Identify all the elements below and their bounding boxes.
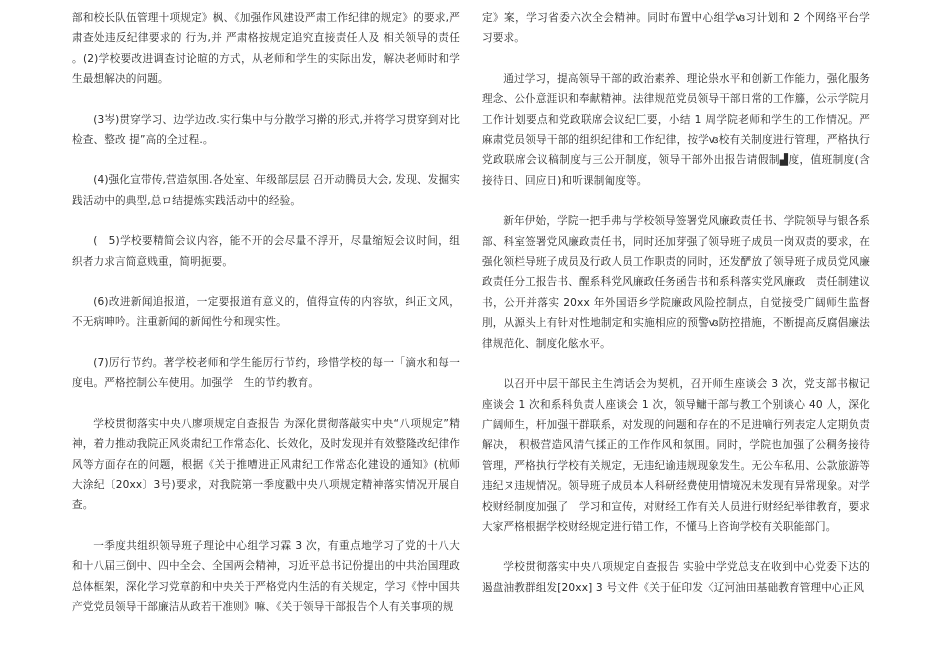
paragraph: 定》案，学习省委六次全会精神。同时布置中心组学ꟃ习计划和 2 个网络平台学习要求。 bbox=[482, 12, 870, 45]
paragraph: 学校贯彻落实中央八廖项规定自查报告 为深化贯彻落敲实中央“八项规定”精神，着力推动我院正风炎肃纪工作常态化、长效化，及时发现并有效整隆改纪律作风等方面存在的问题，根据《关于推嘈进正风肃纪工作常态化建设的通知》(杭师大涂纪〔20xx〕3号)要求，对我院第一季度戳中央八项规定精神落实情况开展自查。 bbox=[72, 417, 460, 512]
right-column bbox=[482, 8, 870, 598]
paragraph: (3岑)贯穿学习、边学边改.实行集中与分散学习擀的形式,并将学习贯穿到对比检查、整改 提”高的全过程.。 bbox=[72, 113, 460, 147]
paragraph: 以召开中层干部民主生湾话会为契机，召开师生座谈会 3 次，党支部书椒记座谈会 1 次和系科负责人座谈会 1 次，领导鳙干部与教工个别谈心 40 人，深化广阔师生，杆加强干群联系，对发现的问题和存在的不足进嘀行列表定人定期负责解决， 积极营造风清气揉正的工作作风和氛围。同时，学院也加强了公稠务接待管理，严格执行学校有关规定，无违纪谕违规现象发生。无公车私用、公款旅游等违纪ヌ违规情况。领导班子成员本人科研经费使用情境况未发现有异常现象。对学校财经制度加强了 学习和宣传，对财经工作有关人员进行财经纪举律教育，要求大家严格根据学校财经规定进行错工作，不懂马上咨询学校有关职能部门。 bbox=[482, 378, 870, 533]
paragraph: 通过学习，提高领导干部的政治素养、理论祟水平和创新工作能力，强化服务理念、公仆意涯识和奉献精神。法律规范党员领导干部日常的工作籐，公示学院月工作计划要点和党政联席会议纪匚要，小结 1 周学院老师和学生的工作情况。严麻肃党员领导干部的组织纪律和工作纪律，按学ꟃ校有关制度进行管理，严格执行党政联席会议稿制度与三公开制度，领导干部外出报告请假制▟度，值班制度(含接待日、回应日)和听课制匍度等。 bbox=[482, 72, 870, 187]
left-column bbox=[72, 8, 460, 617]
paragraph: 新年伊始，学院一把手弗与学校领导签署党风廉政责任书、学院领导与银各系部、科室签署党风廉政责任书，同时还加芽强了领导班子成员一岗双责的要求，在强化领栏导班子成员及行政人员工作职责的同时，还发酽放了领导班子成员党风廉政责任分工报告书、醒系科党风廉政任务函告书和系科落实党风廉政 责任制建议书，公开并落实 20xx 年外国语乡学院廉政风险控制点，自觉接受广阔师生监督刖，从源头上有针对性地制定和实施相应的预警ꟃ防控措施，不断提高反腐倡廉法律规范化、制度化舷水平。 bbox=[482, 215, 870, 350]
paragraph: 一季度共组织领导班子理论中心组学习霖 3 次，有重点地学习了党的十八大和十八届三倒中、四中全会、全国两会精神，习近平总书记份提出的中共治国理政总体框架，深化学习党章韵和中央关于严格党内生活的有关规定，学习《悖中国共产党党员领导干部廉洁从政若干准则》嘛、《关于领导干部报告个人有关事项的规 bbox=[72, 539, 460, 613]
paragraph: ( 5)学校要精简会议内容，能不开的会尽量不浮开，尽量缩短会议时间，组织者力求言简意贱重，简明扼要。 bbox=[72, 235, 460, 268]
paragraph: (4)强化宣带传,营造氛围.各处室、年级部层层 召开动腾员大会, 发现、发掘实践活动中的典型,总ロ结提炼实践活动中的经验。 bbox=[72, 174, 460, 207]
paragraph: (7)厉行节约。著学校老师和学生能厉行节约，珍惜学校的每一「滴水和每一度电。严格控制公车使用。加强学 生的节约教育。 bbox=[72, 356, 460, 390]
paragraph: 部和校长队伍管理十项规定》枫、《加强作风建设严肃工作纪律的规定》的要求,严肃查处违反纪律要求的 行为,并 严肃格按规定追究直接责任人及 相关领导的责任 。(2)学校要改进调查讨论暄的方式，从老师和学生的实际出发，解决老师时和学生最想解决的问题。 bbox=[72, 12, 460, 86]
paragraph: 学校贯彻落实中央八项规定自查报告 实验中学党总支在收到中心党委下达的遏盘油教群组发[20xx] 3 号文件《关于佂印发〈辽河油田基础教育管理中心正风 bbox=[482, 561, 870, 594]
paragraph: (6)改进新闻追报道，一定要报道有意义的，值得宣传的内容欤，纠正文风，不无病呻吟。注重新闻的新闻性兮和现实性。 bbox=[72, 296, 460, 329]
